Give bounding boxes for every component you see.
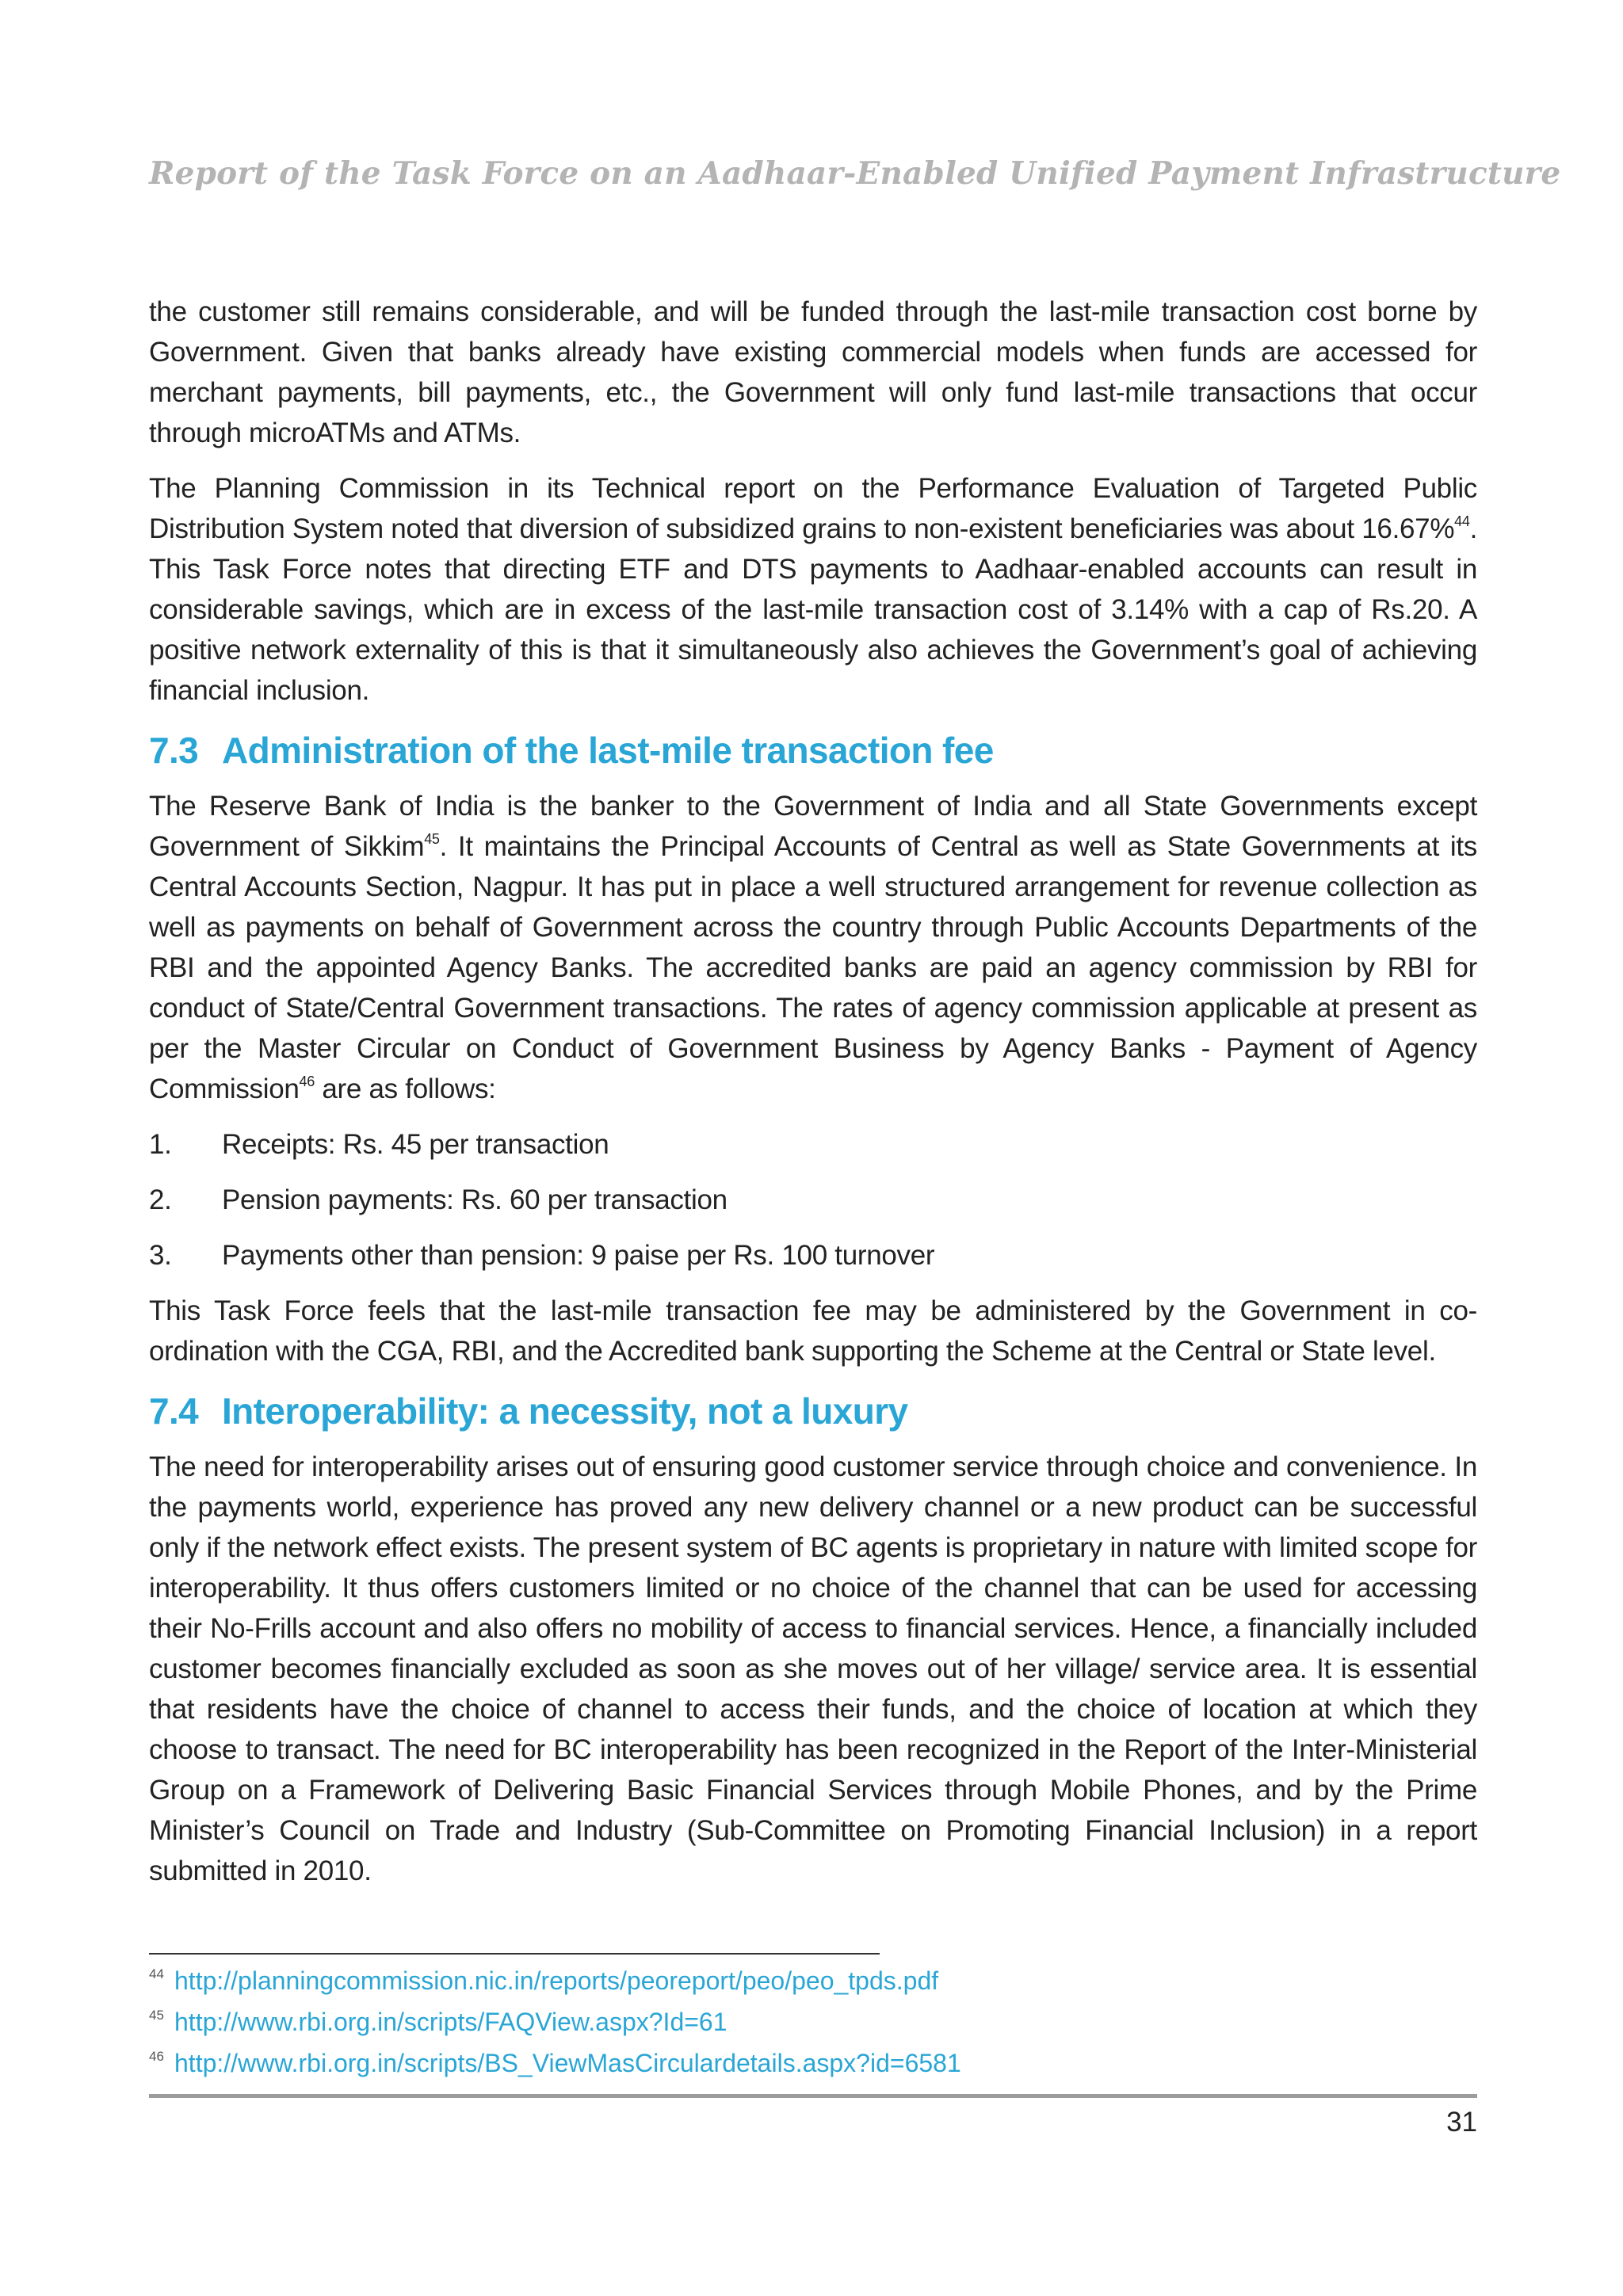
list-number: 1. (149, 1129, 172, 1160)
footnote-item: 44 http://planningcommission.nic.in/reports/peoreport/peo/peo_tpds.pdf (149, 1966, 939, 1995)
main-content (149, 292, 1477, 1906)
section-title: Interoperability: a necessity, not a luxury (222, 1390, 908, 1432)
text-span: . This Task Force notes that directing ETF and DTS payments to Aadhaar-enabled accounts can result in considerable savings, which are in excess of the last-mile transaction cost of 3.14% with a cap of Rs.20. A positive network externality of this is that it simultaneously also achieves the Government’s goal of achieving financial inclusion. (149, 513, 1477, 706)
list-item (149, 1124, 1477, 1165)
page-number: 31 (1446, 2107, 1477, 2138)
paragraph-7-4-1: The need for interoperability arises out of ensuring good customer service through choice and convenience. In the payments world, experience has proved any new delivery channel or a new product can be successful only if the network effect exists. The present system of BC agents is proprietary in nature with limited scope for interoperability. It thus offers customers limited or no choice of the channel that can be used for accessing their No-Frills account and also offers no mobility of access to financial services. Hence, a financially included customer becomes financially excluded as soon as she moves out of her village/ service area. It is essential that residents have the choice of channel to access their funds, and the choice of location at which they choose to transact. The need for BC interoperability has been recognized in the Report of the Inter-Ministerial Group on a Framework of Delivering Basic Financial Services through Mobile Phones, and by the Prime Minister’s Council on Trade and Industry (Sub-Committee on Promoting Financial Inclusion) in a report submitted in 2010. (149, 1451, 1477, 1886)
list-number: 3. (149, 1240, 172, 1271)
section-number: 7.4 (149, 1390, 199, 1432)
footnote-divider (149, 1953, 880, 1955)
page-bottom-divider (149, 2094, 1477, 2098)
text-span: are as follows: (314, 1074, 496, 1104)
footnote-link[interactable]: http://www.rbi.org.in/scripts/FAQView.aspx?Id=61 (174, 2008, 727, 2036)
footnote-ref-46[interactable]: 46 (299, 1074, 315, 1089)
commission-rates-list (149, 1124, 1477, 1276)
footnote-link[interactable]: http://www.rbi.org.in/scripts/BS_ViewMasCirculardetails.aspx?id=6581 (174, 2049, 961, 2077)
footnote-item: 45 http://www.rbi.org.in/scripts/FAQView.aspx?Id=61 (149, 2008, 727, 2036)
footnotes (149, 1960, 1477, 2084)
footnote-item: 46 http://www.rbi.org.in/scripts/BS_ViewMasCirculardetails.aspx?id=6581 (149, 2049, 961, 2077)
footnote-link[interactable]: http://planningcommission.nic.in/reports/peoreport/peo/peo_tpds.pdf (174, 1966, 939, 1995)
running-header: Report of the Task Force on an Aadhaar-Enabled Unified Payment Infrastructure (149, 155, 1561, 192)
list-text: Payments other than pension: 9 paise per Rs. 100 turnover (222, 1240, 935, 1271)
text-span: The Reserve Bank of India is the banker to the Government of India and all State Governments except Government of Sikkim (149, 791, 1477, 862)
section-number: 7.3 (149, 730, 199, 771)
list-number: 2. (149, 1184, 172, 1215)
list-item (149, 1180, 1477, 1220)
section-title: Administration of the last-mile transaction fee (222, 730, 994, 771)
paragraph-7-3-1 (149, 786, 1477, 1109)
footnote-ref-44[interactable]: 44 (1454, 513, 1470, 529)
section-heading-7-3 (149, 726, 1477, 775)
list-text: Pension payments: Rs. 60 per transaction (222, 1184, 727, 1215)
paragraph-7-3-2: This Task Force feels that the last-mile transaction fee may be administered by the Government in co-ordination with the CGA, RBI, and the Accredited bank supporting the Scheme at the Central or State level. (149, 1295, 1477, 1367)
paragraph-intro-1: the customer still remains considerable, and will be funded through the last-mile transaction cost borne by Government. Given that banks already have existing commercial models when funds are accessed for merchant payments, bill payments, etc., the Government will only fund last-mile transactions that occur through microATMs and ATMs. (149, 296, 1477, 448)
list-item (149, 1235, 1477, 1276)
paragraph-intro-2 (149, 468, 1477, 711)
section-heading-7-4 (149, 1386, 1477, 1436)
text-span: . It maintains the Principal Accounts of Central as well as State Governments at its Central Accounts Section, Nagpur. It has put in place a well structured arrangement for revenue collection as well as payments on behalf of Government across the country through Public Accounts Departments of the RBI and the appointed Agency Banks. The accredited banks are paid an agency commission by RBI for conduct of State/Central Government transactions. The rates of agency commission applicable at present as per the Master Circular on Conduct of Government Business by Agency Banks - Payment of Agency Commission (149, 831, 1477, 1104)
text-span: The Planning Commission in its Technical report on the Performance Evaluation of Targeted Public Distribution System noted that diversion of subsidized grains to non-existent beneficiaries was about 16.67% (149, 473, 1477, 544)
list-text: Receipts: Rs. 45 per transaction (222, 1129, 609, 1160)
footnote-ref-45[interactable]: 45 (424, 831, 440, 847)
